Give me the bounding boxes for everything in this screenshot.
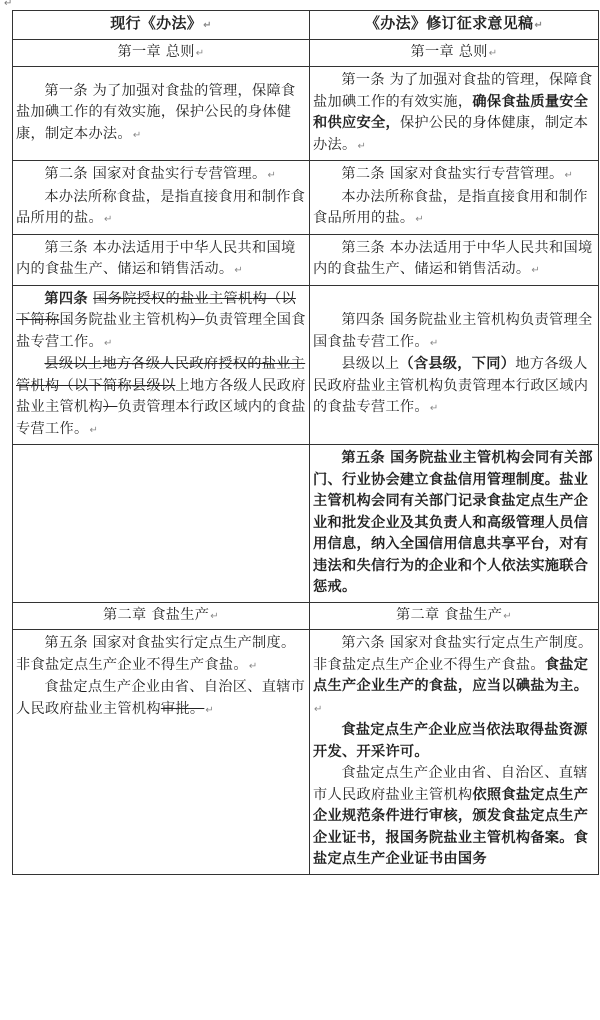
paragraph-mark: ↵ bbox=[429, 337, 439, 349]
comparison-table bbox=[12, 10, 599, 875]
article4-revised-added: （含县级，下同） bbox=[399, 356, 516, 372]
article6-revised-added-2: 依照食盐定点生产企业规范条件进行审核，颁发食盐定点生产企业证书，报国务院盐业主管机构备案。食盐定点生产企业证书由国务 bbox=[313, 786, 589, 867]
paragraph-mark: ↵ bbox=[415, 214, 425, 225]
chapter2-revised bbox=[310, 602, 599, 630]
article5-new-revised bbox=[310, 445, 599, 603]
article4-row bbox=[13, 285, 599, 445]
paragraph-mark: ↵ bbox=[103, 214, 113, 225]
article1-revised bbox=[310, 67, 599, 161]
article4-revised-p1: 第四条 国务院盐业主管机构负责管理全国食盐专营工作。 bbox=[313, 312, 593, 350]
paragraph-mark: ↵ bbox=[248, 660, 258, 672]
chapter2-revised-text: 第二章 食盐生产 bbox=[396, 606, 503, 623]
paragraph-mark: ↵ bbox=[195, 47, 205, 59]
article4-current-deleted: 国务院授权的盐业主管机构（以下简称 bbox=[16, 290, 296, 328]
article2-row bbox=[13, 161, 599, 235]
paragraph-mark: ↵ bbox=[531, 265, 541, 276]
header-revised-text: 《办法》修订征求意见稿 bbox=[365, 14, 534, 32]
paragraph-mark: ↵ bbox=[210, 610, 219, 622]
article3-revised bbox=[310, 234, 599, 285]
article2-current-p1: 第二条 国家对食盐实行专营管理。 bbox=[44, 166, 267, 182]
article4-revised bbox=[310, 285, 599, 445]
paragraph-mark: ↵ bbox=[314, 703, 323, 715]
article4-revised-p2: 县级以上 bbox=[341, 356, 400, 372]
article6-current-deleted: 审批。 bbox=[160, 700, 205, 717]
paragraph-mark: ↵ bbox=[534, 20, 543, 31]
article5-new-current-empty bbox=[13, 445, 310, 603]
paragraph-mark: ↵ bbox=[357, 140, 367, 152]
header-current-text: 现行《办法》 bbox=[110, 14, 203, 32]
article6-revised bbox=[310, 630, 599, 875]
article4-current bbox=[13, 285, 310, 445]
article4-current-text-4: 负责管理本行政区域内的食盐专营工作。 bbox=[16, 399, 306, 437]
paragraph-mark: ↵ bbox=[429, 403, 439, 414]
article5-new-revised-text: 第五条 国务院盐业主管机构会同有关部门、行业协会建立食盐信用管理制度。盐业主管机构会同有关部门记录食盐定点生产企业和批发企业及其负责人和高级管理人员信用信息，纳入全国信用信息共享平台，对有违法和失信行为的企业和个人依法实施联合惩戒。 bbox=[313, 450, 593, 595]
article6-current-p2: 食盐定点生产企业由省、自治区、直辖市人民政府盐业主管机构 bbox=[16, 679, 306, 717]
paragraph-mark: ↵ bbox=[203, 20, 212, 31]
article1-current-text: 第一条 为了加强对食盐的管理，保障食盐加碘工作的有效实施，保护公民的身体健康，制定本办法。 bbox=[16, 82, 296, 142]
article2-revised bbox=[310, 161, 599, 235]
paragraph-mark: ↵ bbox=[205, 704, 215, 716]
article4-current-text-2: 负责管理全国食盐专营工作。 bbox=[16, 312, 306, 350]
paragraph-mark: ↵ bbox=[132, 129, 142, 141]
chapter2-current bbox=[13, 602, 310, 630]
article4-current-text-3: 上地方各级人民政府盐业主管机构 bbox=[16, 377, 306, 415]
article6-current bbox=[13, 630, 310, 875]
article1-revised-text: 第一条 为了加强对食盐的管理，保障食盐加碘工作的有效实施， bbox=[313, 72, 593, 110]
chapter1-current bbox=[13, 39, 310, 67]
article6-revised-p3: 食盐定点生产企业由省、自治区、直辖市人民政府盐业主管机构 bbox=[313, 765, 588, 803]
chapter1-revised-text: 第一章 总则 bbox=[410, 43, 488, 60]
article4-current-text: 国务院盐业主管机构 bbox=[59, 312, 190, 328]
article2-revised-p2: 本办法所称食盐，是指直接食用和制作食品所用的盐。 bbox=[313, 188, 588, 226]
chapter2-current-text: 第二章 食盐生产 bbox=[103, 606, 210, 623]
paragraph-mark: ↵ bbox=[89, 424, 99, 436]
article4-revised-p2-end: 地方各级人民政府盐业主管机构负责管理本行政区域内的食盐专营工作。 bbox=[313, 356, 589, 415]
article3-current bbox=[13, 234, 310, 285]
article1-row bbox=[13, 67, 599, 161]
article5-new-row bbox=[13, 445, 599, 603]
chapter2-row bbox=[13, 602, 599, 630]
article1-revised-added: 确保食盐质量安全和供应安全， bbox=[313, 93, 589, 131]
article1-revised-text-end: 保护公民的身体健康，制定本办法。 bbox=[313, 115, 589, 153]
article2-revised-p1: 第二条 国家对食盐实行专营管理。 bbox=[341, 166, 564, 182]
chapter1-current-text: 第一章 总则 bbox=[117, 43, 195, 60]
paragraph-mark: ↵ bbox=[564, 170, 574, 181]
article6-revised-p2: 食盐定点生产企业应当依法取得盐资源开发、开采许可。 bbox=[313, 722, 588, 760]
paragraph-mark: ↵ bbox=[103, 337, 113, 349]
article3-row bbox=[13, 234, 599, 285]
chapter1-row bbox=[13, 39, 599, 67]
paragraph-mark: ↵ bbox=[234, 265, 244, 276]
article6-revised-p1: 第六条 国家对食盐实行定点生产制度。非食盐定点生产企业不得生产食盐。 bbox=[313, 635, 593, 673]
paragraph-mark: ↵ bbox=[503, 610, 512, 622]
article4-current-deleted-4: ） bbox=[102, 399, 118, 415]
article4-current-deleted-3: 县级以上地方各级人民政府授权的盐业主管机构（以下简称县级以 bbox=[16, 356, 306, 394]
corner-return-mark: ↵ bbox=[4, 0, 13, 9]
header-row bbox=[13, 11, 599, 40]
paragraph-mark: ↵ bbox=[488, 47, 498, 59]
chapter1-revised bbox=[310, 39, 599, 67]
article4-current-label: 第四条 bbox=[44, 290, 94, 307]
article3-current-text: 第三条 本办法适用于中华人民共和国境内的食盐生产、储运和销售活动。 bbox=[16, 239, 296, 277]
article1-current bbox=[13, 67, 310, 161]
article6-row bbox=[13, 630, 599, 875]
article6-revised-added: 食盐定点生产企业生产的食盐，应当以碘盐为主。 bbox=[313, 656, 589, 694]
article2-current bbox=[13, 161, 310, 235]
article4-current-deleted-2: ） bbox=[189, 312, 205, 328]
paragraph-mark: ↵ bbox=[267, 170, 277, 181]
article6-current-p1: 第五条 国家对食盐实行定点生产制度。非食盐定点生产企业不得生产食盐。 bbox=[16, 635, 296, 673]
article3-revised-text: 第三条 本办法适用于中华人民共和国境内的食盐生产、储运和销售活动。 bbox=[313, 239, 593, 277]
header-revised bbox=[310, 11, 599, 40]
article2-current-p2: 本办法所称食盐，是指直接食用和制作食品所用的盐。 bbox=[16, 188, 306, 226]
header-current bbox=[13, 11, 310, 40]
